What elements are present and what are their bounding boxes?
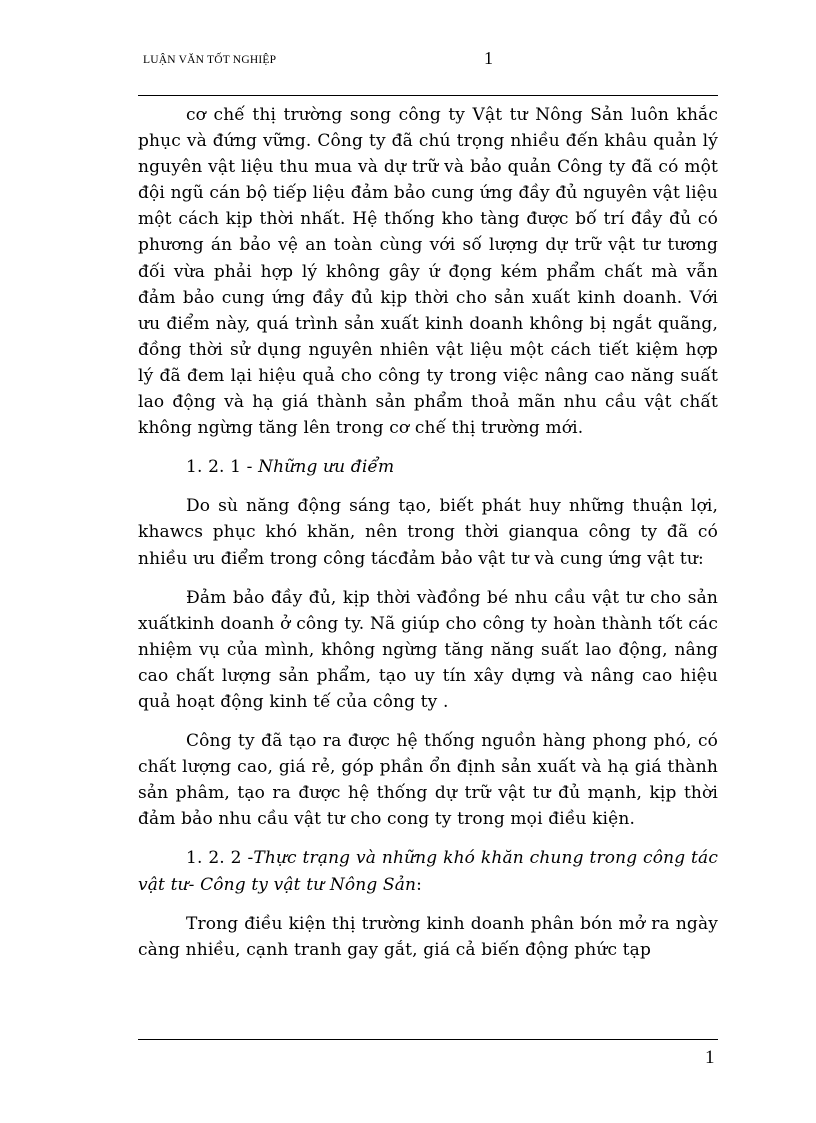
- paragraph: Trong điều kiện thị trường kinh doanh phân bón mở ra ngày càng nhiều, cạnh tranh gay gắt, giá cả biến động phức tạp: [138, 913, 718, 960]
- paragraph: Do sù năng động sáng tạo, biết phát huy những thuận lợi, khawcs phục khó khăn, nên trong thời gianqua công ty đã có nhiều ưu điểm trong công tácđảm bảo vật tư và cung ứng vật tư:: [138, 496, 718, 569]
- paragraph: Công ty đã tạo ra được hệ thống nguồn hàng phong phó, có chất lượng cao, giá rẻ, góp phần ổn định sản xuất và hạ giá thành sản phâm, tạo ra được hệ thống dự trữ vật tư đủ mạnh, kịp thời đảm bảo nhu cầu vật tư cho cong ty trong mọi điều kiện.: [138, 731, 718, 830]
- header-rule: [138, 95, 718, 96]
- footer-rule: [138, 1039, 718, 1040]
- footer-page-number: 1: [705, 1047, 715, 1068]
- paragraph: Đảm bảo đầy đủ, kịp thời vàđồng bé nhu cầu vật tư cho sản xuấtkinh doanh ở công ty. Nã giúp cho công ty hoàn thành tốt các nhiệm vụ của mình, không ngừng tăng năng suất lao động, nâng cao chất lượng sản phẩm, tạo uy tín xây dựng và nâng cao hiệu quả hoạt động kinh tế của công ty .: [138, 587, 718, 712]
- body-text: [138, 102, 718, 963]
- section-title-colon: :: [416, 874, 422, 895]
- paragraph-continuation: cơ chế thị trường song công ty Vật tư Nông Sản luôn khắc phục và đứng vững. Công ty đã chú trọng nhiều đến khâu quản lý nguyên vật liệu thu mua và dự trữ và bảo quản Công ty đã có một đội ngũ cán bộ tiếp liệu đảm bảo cung ứng đầy đủ nguyên vật liệu một cách kịp thời nhất. Hệ thống kho tàng được bố trí đầy đủ có phương án bảo vệ an toàn cùng với số lượng dự trữ vật tư tương đối vừa phải hợp lý không gây ứ đọng kém phẩm chất mà vẫn đảm bảo cung ứng đầy đủ kịp thời cho sản xuất kinh doanh. Với ưu điểm này, quá trình sản xuất kinh doanh không bị ngắt quãng, đồng thời sử dụng nguyên nhiên vật liệu một cách tiết kiệm hợp lý đã đem lại hiệu quả cho công ty trong việc nâng cao năng suất lao động và hạ giá thành sản phẩm thoả mãn nhu cầu vật chất không ngừng tăng lên trong cơ chế thị trường mới.: [138, 105, 718, 439]
- section-heading-1-2-1: [138, 454, 718, 480]
- running-header-title: LUẬN VĂN TỐT NGHIỆP: [143, 54, 277, 66]
- section-number: 1. 2. 1 -: [186, 457, 259, 478]
- section-title: Những ưu điểm: [258, 457, 395, 478]
- section-number: 1. 2. 2 -: [186, 848, 254, 869]
- header-page-number: 1: [484, 48, 493, 68]
- section-title: Thực trạng và những khó khăn chung trong công tác vật tư- Công ty vật tư Nông Sản: [138, 848, 718, 895]
- section-heading-1-2-2: [138, 845, 718, 897]
